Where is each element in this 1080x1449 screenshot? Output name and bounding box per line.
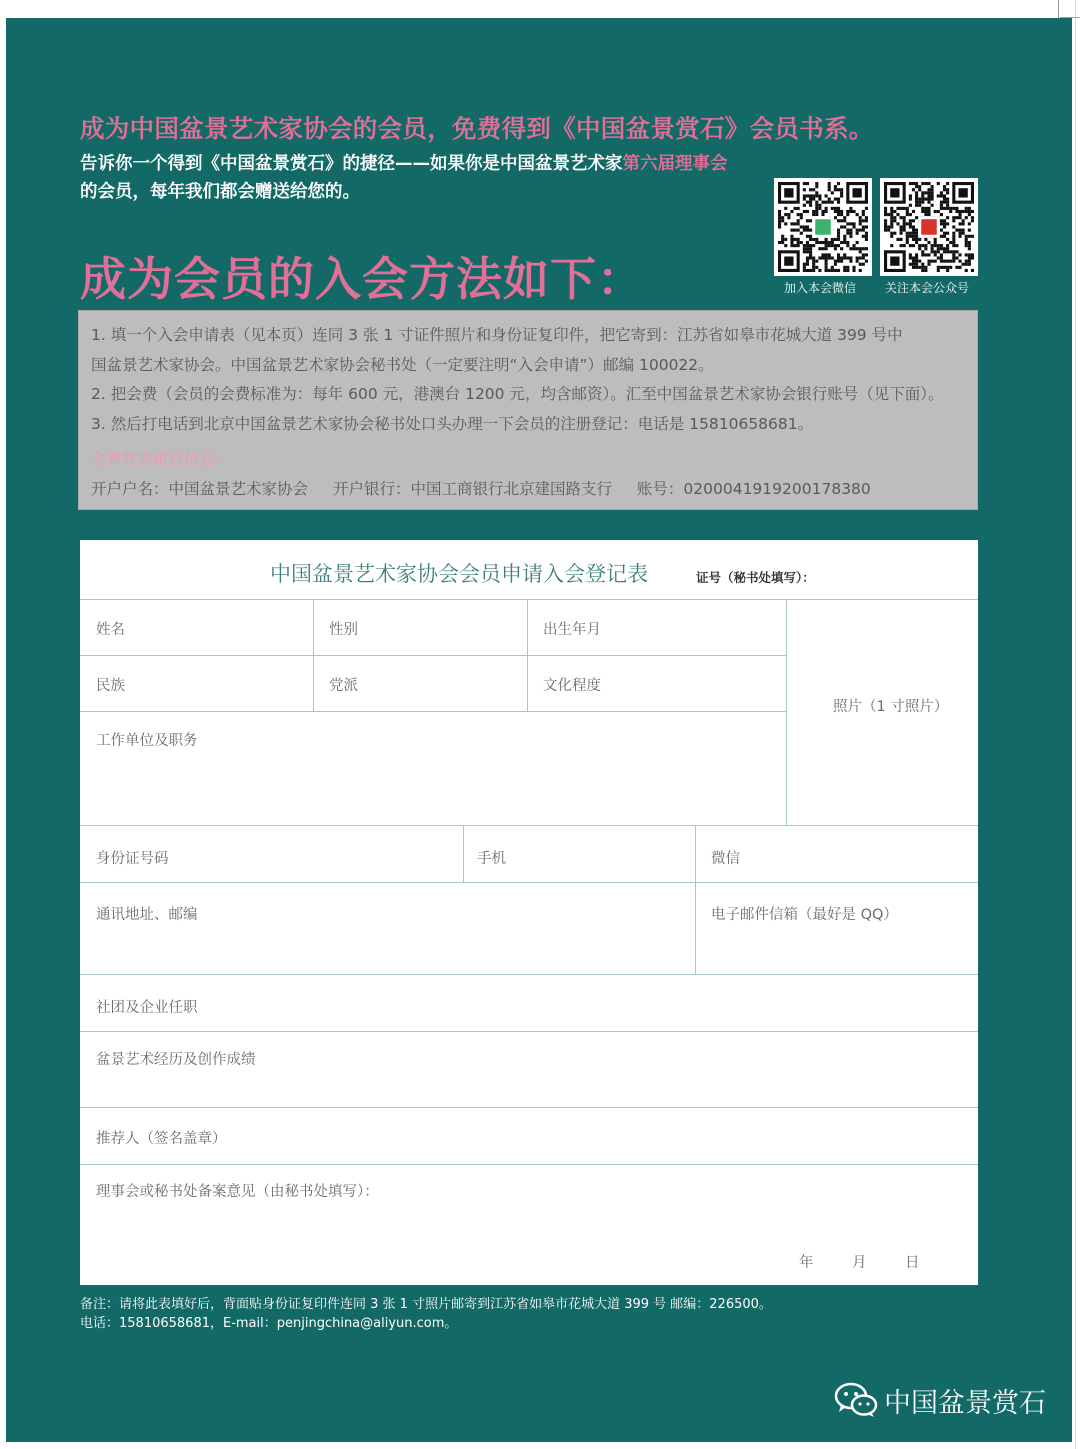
wechat-qr-code[interactable]: [774, 178, 872, 276]
bank-info-heading: 会费收款银行信息：: [91, 450, 231, 468]
experience-field[interactable]: 盆景艺术经历及创作成绩: [96, 1052, 256, 1068]
gender-field[interactable]: 性别: [329, 622, 358, 638]
wechat-field[interactable]: 微信: [711, 851, 740, 867]
birth-date-field[interactable]: 出生年月: [543, 622, 601, 638]
crop-mark: [1058, 0, 1059, 18]
council-opinion-field[interactable]: 理事会或秘书处备案意见（由秘书处填写）：: [96, 1184, 379, 1200]
big-title: 成为会员的入会方法如下：: [80, 252, 644, 306]
qr-caption-account: 关注本会公众号: [885, 281, 970, 295]
instruction-line: 1. 填一个入会申请表（见本页）连同 3 张 1 寸证件照片和身份证复印件，把它寄到：江苏省如皋市花城大道 399 号中: [91, 326, 903, 344]
instruction-line: 国盆景艺术家协会。中国盆景艺术家协会秘书处（一定要注明“入会申请”）邮编 100022。: [91, 355, 714, 374]
subheadline-line1: 告诉你一个得到《中国盆景赏石》的捷径——如果你是中国盆景艺术家第六届理事会: [80, 154, 728, 174]
address-field[interactable]: 通讯地址、邮编: [96, 907, 198, 923]
footer-contact: 电话：15810658681，E-mail：penjingchina@aliyun.com。: [80, 1316, 458, 1331]
certificate-number-label: 证号（秘书处填写）：: [696, 570, 815, 585]
bank-info: [91, 475, 965, 505]
referrer-field[interactable]: 推荐人（签名盖章）: [96, 1131, 227, 1147]
id-number-field[interactable]: 身份证号码: [96, 851, 169, 867]
ethnicity-field[interactable]: 民族: [96, 678, 125, 694]
instruction-line: 3. 然后打电话到北京中国盆景艺术家协会秘书处口头办理一下会员的注册登记：电话是 15810658681。: [91, 414, 814, 433]
page-edge: [1075, 0, 1076, 1449]
headline: 成为中国盆景艺术家协会的会员，免费得到《中国盆景赏石》会员书系。: [80, 114, 874, 143]
email-field[interactable]: 电子邮件信箱（最好是 QQ）: [711, 907, 898, 923]
day-label: 日: [905, 1255, 920, 1271]
mobile-field[interactable]: 手机: [477, 851, 506, 867]
wechat-icon: [834, 1382, 878, 1418]
official-account-qr-code[interactable]: [880, 178, 978, 276]
education-field[interactable]: 文化程度: [543, 678, 601, 694]
bank-name: 开户银行：中国工商银行北京建国路支行: [332, 479, 612, 498]
qr-caption-wechat: 加入本会微信: [784, 281, 857, 295]
account-name: 开户户名：中国盆景艺术家协会: [91, 479, 309, 498]
brand-watermark: [834, 1380, 1046, 1420]
year-label: 年: [799, 1255, 814, 1271]
photo-box[interactable]: 照片（1 寸照片）: [833, 699, 949, 715]
name-field[interactable]: 姓名: [96, 622, 125, 638]
qr-code-icon: [778, 182, 868, 272]
qr-code-icon: [884, 182, 974, 272]
registration-form: [80, 540, 978, 1285]
footer-note: 备注：请将此表填好后，背面贴身份证复印件连同 3 张 1 寸照片邮寄到江苏省如皋市花城大道 399 号 邮编：226500。: [80, 1297, 772, 1312]
brand-name: 中国盆景赏石: [884, 1387, 1046, 1419]
organization-positions-field[interactable]: 社团及企业任职: [96, 1000, 198, 1016]
month-label: 月: [852, 1255, 867, 1271]
crop-mark: [1060, 17, 1080, 18]
instruction-line: 2. 把会费（会员的会费标准为：每年 600 元，港澳台 1200 元，均含邮资）。汇至中国盆景艺术家协会银行账号（见下面）。: [91, 385, 944, 403]
council-highlight: 第六届理事会: [622, 154, 728, 174]
subheadline-line2: 的会员，每年我们都会赠送给您的。: [80, 182, 360, 202]
party-field[interactable]: 党派: [329, 678, 358, 694]
form-title: 中国盆景艺术家协会会员申请入会登记表: [270, 562, 648, 586]
work-unit-field[interactable]: 工作单位及职务: [96, 733, 198, 749]
account-number: 账号：0200041919200178380: [636, 479, 871, 498]
instructions-box: [78, 310, 978, 510]
